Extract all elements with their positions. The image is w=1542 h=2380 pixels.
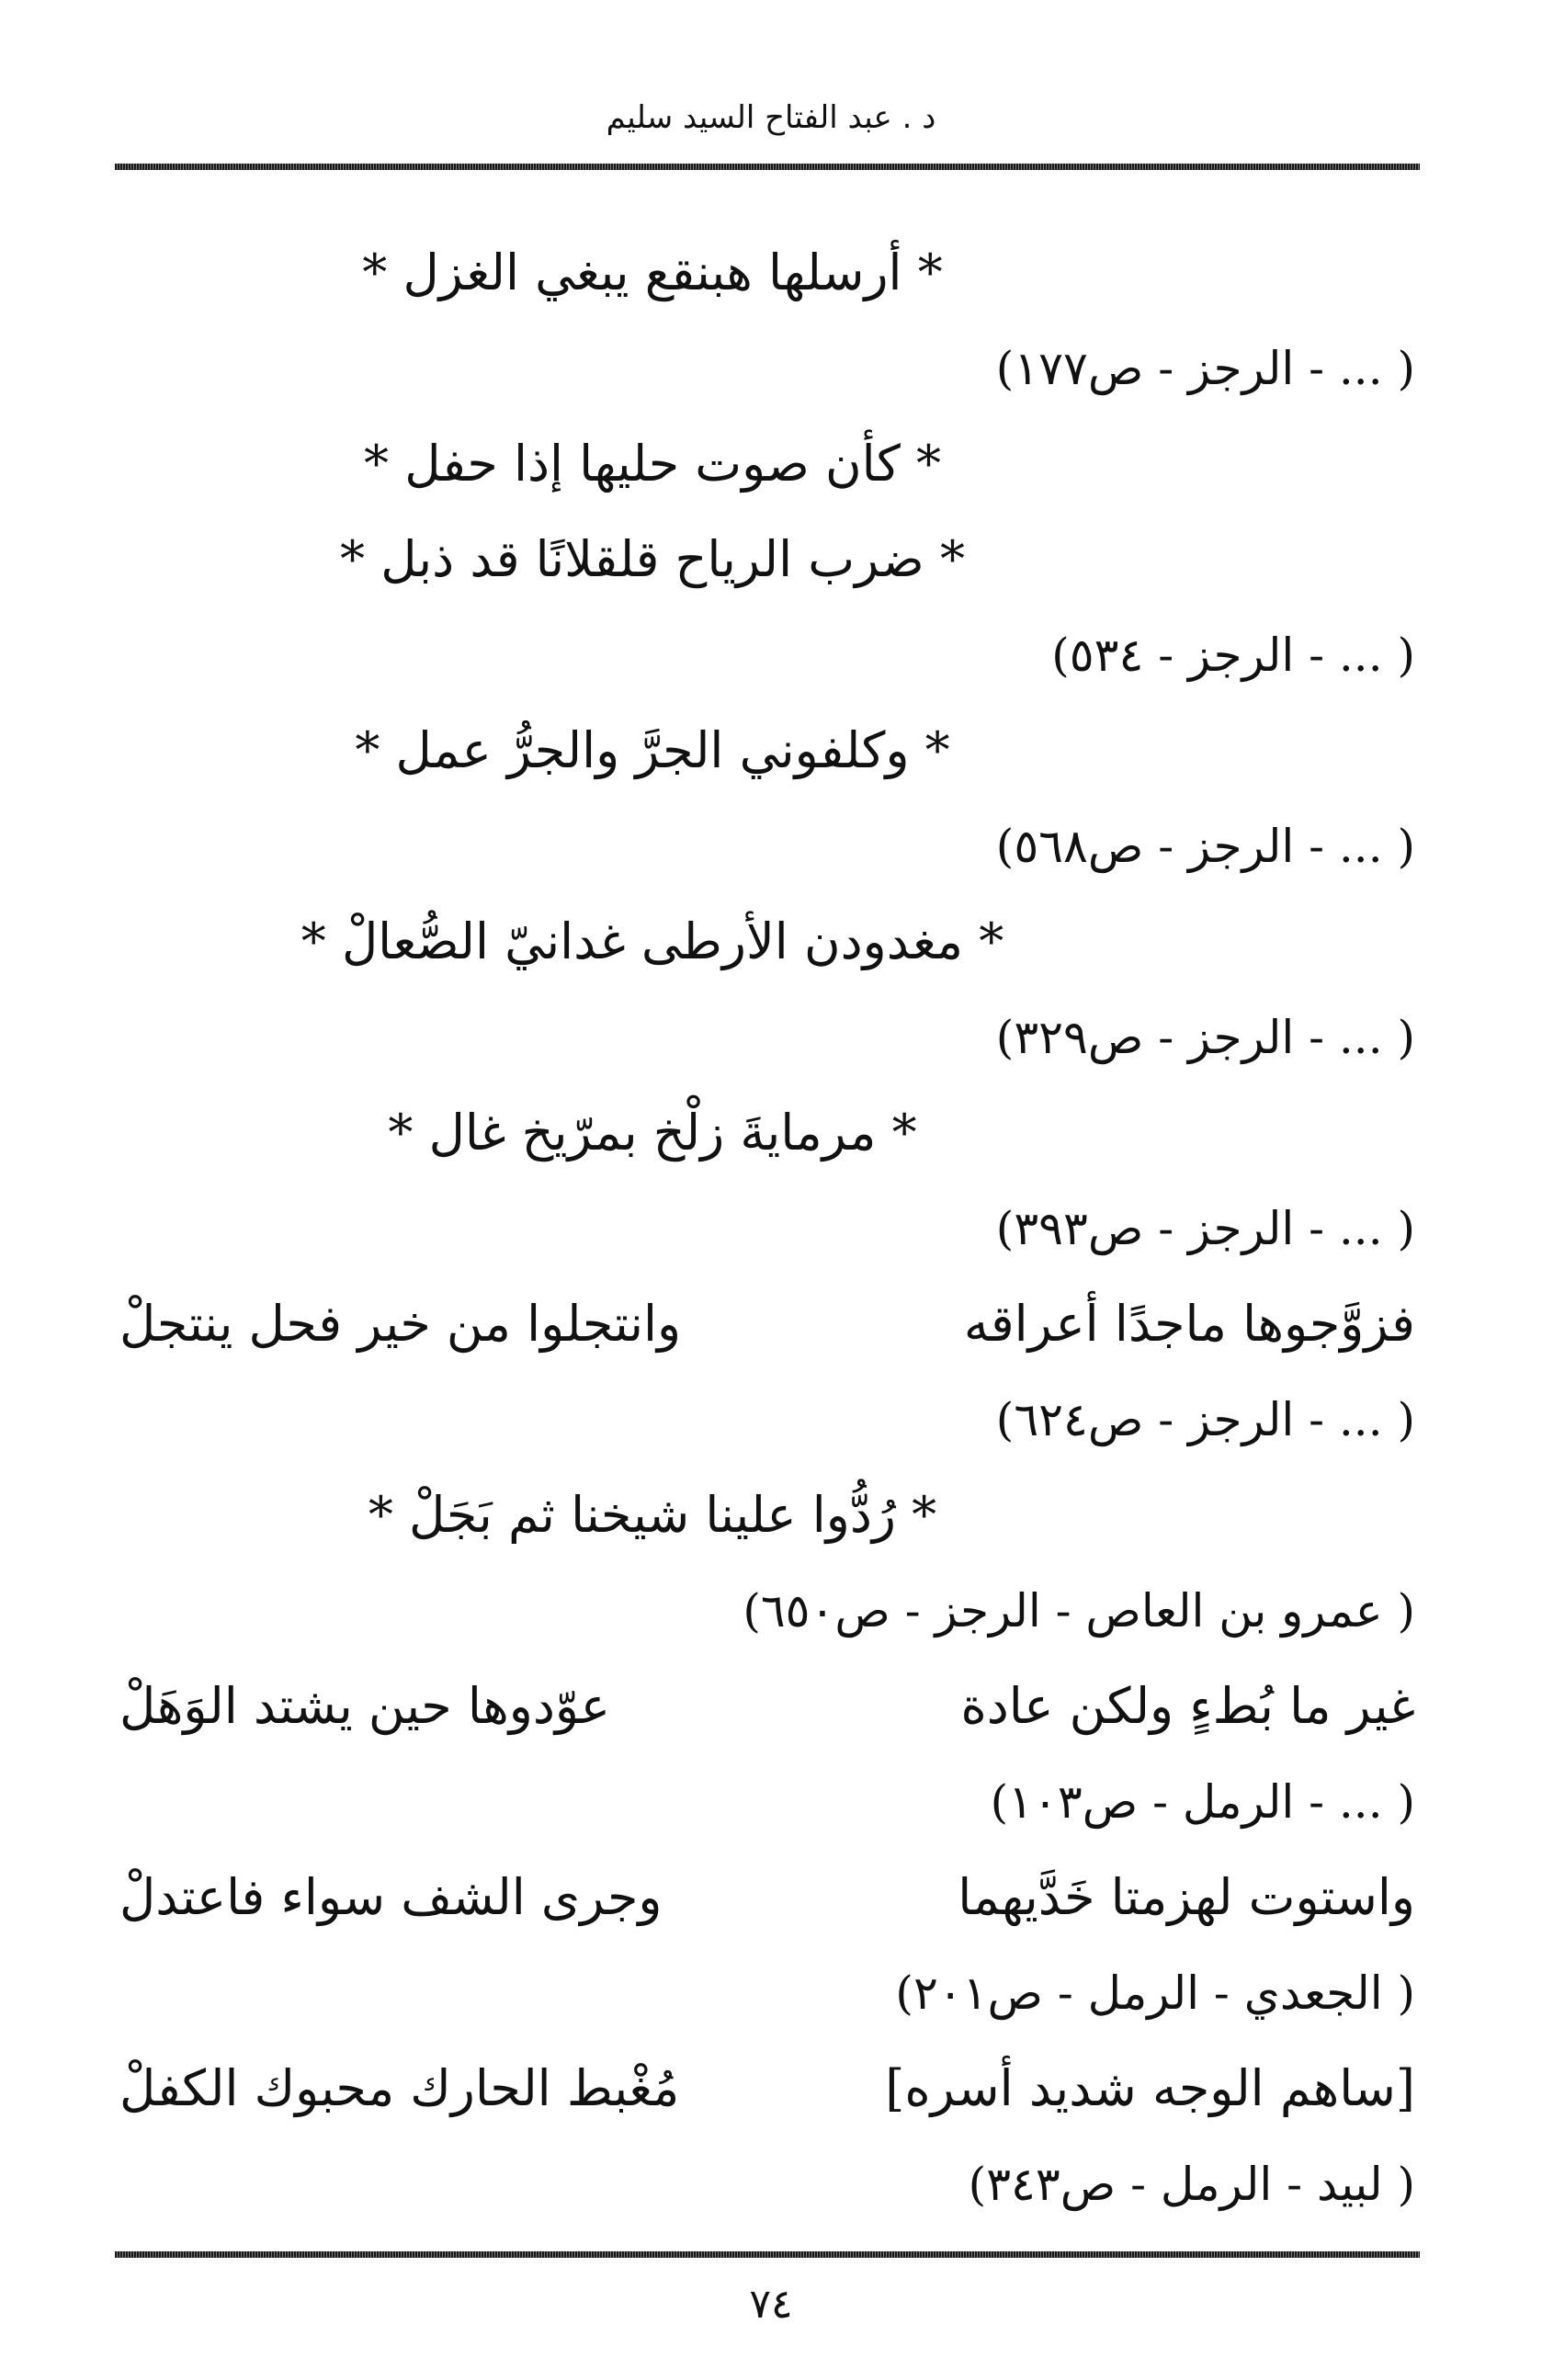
- citation-line: [119, 1181, 1415, 1276]
- couplet-line: [119, 1850, 1415, 1945]
- citation-text: ( ... - الرجز - ص٦٢٤): [995, 1393, 1415, 1446]
- citation-line: [119, 990, 1415, 1085]
- couplet-line: [119, 2041, 1415, 2136]
- citation-text: ( الجعدي - الرمل - ص٢٠١): [895, 1966, 1415, 2020]
- citation-text: ( ... - الرجز - ص١٧٧): [995, 342, 1415, 395]
- citation-text: ( ... - الرجز - ٥٣٤): [1051, 629, 1415, 682]
- citation-line: [119, 321, 1415, 416]
- verse-line: * وكلفوني الجرَّ والجرُّ عمل *: [355, 721, 950, 779]
- verse-line: * مغدودن الأرطى غدانيّ الصُّعالْ *: [300, 912, 1004, 970]
- citation-text: ( عمرو بن العاص - الرجز - ص٦٥٠): [743, 1584, 1415, 1638]
- page-number: ٧٤: [749, 2281, 793, 2328]
- citation-text: ( ... - الرمل - ص١٠٣): [990, 1775, 1415, 1829]
- verse-line: * كأن صوت حليها إذا حفل *: [364, 435, 941, 493]
- verse-line: * رُدُّوا علينا شيخنا ثم بَجَلْ *: [368, 1486, 937, 1544]
- second-hemistich: عوّدوها حين يشتد الوَهَلْ: [119, 1677, 611, 1735]
- citation-text: ( ... - الرجز - ص٣٢٩): [995, 1011, 1415, 1064]
- citation-text: ( ... - الرجز - ص٥٦٨): [995, 820, 1415, 873]
- citation-line: [119, 607, 1415, 703]
- first-hemistich: [ساهم الوجه شديد أسره]: [885, 2059, 1415, 2117]
- citation-line: [119, 1372, 1415, 1468]
- citation-line: [119, 1754, 1415, 1850]
- citation-text: ( لبيد - الرمل - ص٣٤٣): [968, 2158, 1415, 2211]
- citation-line: [119, 1563, 1415, 1659]
- couplet-line: [119, 1659, 1415, 1754]
- citation-line: [119, 799, 1415, 894]
- citation-line: [119, 1945, 1415, 2041]
- first-hemistich: فزوَّجوها ماجدًا أعراقه: [963, 1295, 1415, 1353]
- first-hemistich: غير ما بُطءٍ ولكن عادة: [960, 1677, 1415, 1735]
- second-hemistich: وجرى الشف سواء فاعتدلْ: [119, 1868, 663, 1926]
- verse-line: * أرسلها هبنقع يبغي الغزل *: [362, 244, 943, 301]
- footer-rule: [115, 2251, 1420, 2258]
- second-hemistich: وانتجلوا من خير فحل ينتجلْ: [119, 1295, 682, 1353]
- poetry-citations: [119, 225, 1415, 2232]
- first-hemistich: واستوت لهزمتا خَدَّيهما: [958, 1868, 1415, 1926]
- citation-line: [119, 2136, 1415, 2232]
- citation-text: ( ... - الرجز - ص٣٩٣): [995, 1202, 1415, 1255]
- verse-line: * مرمايةَ زلْخ بمرّيخ غال *: [388, 1104, 917, 1162]
- verse-line: * ضرب الرياح قلقلانًا قد ذبل *: [340, 530, 965, 588]
- second-hemistich: مُغْبط الحارك محبوك الكفلْ: [119, 2059, 680, 2117]
- header-rule: [115, 164, 1420, 170]
- running-header: د . عبد الفتاح السيد سليم: [606, 99, 936, 136]
- couplet-line: [119, 1276, 1415, 1372]
